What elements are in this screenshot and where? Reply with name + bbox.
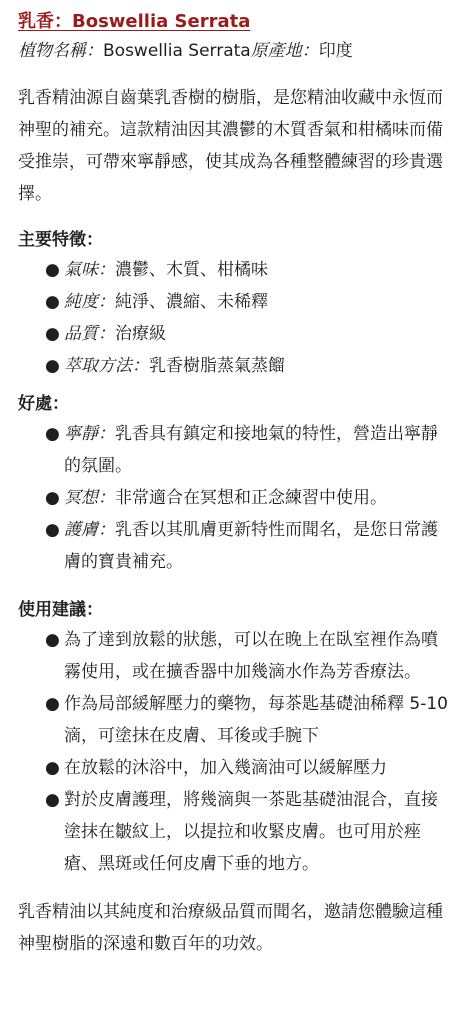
list-item — [18, 752, 453, 784]
feature-text: 治療級 — [115, 324, 166, 344]
list-item — [18, 482, 453, 514]
list-item — [18, 254, 453, 286]
features-list — [18, 254, 453, 382]
feature-label: 品質： — [64, 324, 115, 344]
benefit-text: 乳香具有鎮定和接地氣的特性，營造出寧靜的氛圍。 — [64, 424, 438, 476]
list-item — [18, 624, 453, 688]
benefit-label: 寧靜： — [64, 424, 115, 444]
list-item — [18, 418, 453, 482]
origin-label: 原產地： — [250, 41, 319, 61]
benefit-text: 非常適合在冥想和正念練習中使用。 — [115, 488, 387, 508]
origin-value: 印度 — [318, 41, 353, 61]
list-item — [18, 318, 453, 350]
benefit-label: 冥想： — [64, 488, 115, 508]
usage-heading: 使用建議： — [18, 600, 103, 620]
plant-name-value: Boswellia Serrata — [103, 41, 251, 61]
bullet-icon: ● — [45, 758, 60, 778]
bullet-icon: ● — [45, 488, 60, 508]
list-item — [18, 514, 453, 578]
closing-paragraph: 乳香精油以其純度和治療級品質而聞名，邀請您體驗這種神聖樹脂的深遠和數百年的功效。 — [18, 902, 443, 954]
bullet-icon: ● — [45, 324, 60, 344]
product-meta — [18, 36, 453, 66]
usage-text: 對於皮膚護理，將幾滴與一茶匙基礎油混合，直接塗抹在皺紋上，以提拉和收緊皮膚。也可用於痤瘡、黑斑或任何皮膚下垂的地方。 — [64, 790, 438, 874]
bullet-icon: ● — [45, 790, 60, 810]
list-item — [18, 350, 453, 382]
feature-text: 純淨、濃縮、未稀釋 — [115, 292, 268, 312]
feature-label: 純度： — [64, 292, 115, 312]
bullet-icon: ● — [45, 630, 60, 650]
list-item — [18, 688, 453, 752]
intro-paragraph: 乳香精油源自齒葉乳香樹的樹脂，是您精油收藏中永恆而神聖的補充。這款精油因其濃鬱的木質香氣和柑橘味而備受推崇，可帶來寧靜感，使其成為各種整體練習的珍貴選擇。 — [18, 88, 443, 204]
bullet-icon: ● — [45, 520, 60, 540]
feature-text: 濃鬱、木質、柑橘味 — [115, 260, 268, 280]
benefit-label: 護膚： — [64, 520, 115, 540]
feature-label: 氣味： — [64, 260, 115, 280]
benefits-heading: 好處： — [18, 394, 69, 414]
list-item — [18, 784, 453, 880]
plant-name-label: 植物名稱： — [18, 41, 103, 61]
feature-label: 萃取方法： — [64, 356, 149, 376]
usage-text: 作為局部緩解壓力的藥物，每茶匙基礎油稀釋 5-10 滴，可塗抹在皮膚、耳後或手腕下 — [64, 694, 448, 746]
bullet-icon: ● — [45, 424, 60, 444]
benefits-list — [18, 418, 453, 578]
product-title: 乳香：Boswellia Serrata — [18, 11, 251, 32]
usage-text: 在放鬆的沐浴中，加入幾滴油可以緩解壓力 — [64, 758, 387, 778]
bullet-icon: ● — [45, 356, 60, 376]
usage-list — [18, 624, 453, 880]
list-item — [18, 286, 453, 318]
usage-text: 為了達到放鬆的狀態，可以在晚上在臥室裡作為噴霧使用，或在擴香器中加幾滴水作為芳香療法。 — [64, 630, 438, 682]
features-heading: 主要特徵： — [18, 230, 103, 250]
feature-text: 乳香樹脂蒸氣蒸餾 — [149, 356, 285, 376]
bullet-icon: ● — [45, 292, 60, 312]
bullet-icon: ● — [45, 694, 60, 714]
benefit-text: 乳香以其肌膚更新特性而聞名，是您日常護膚的寶貴補充。 — [64, 520, 438, 572]
bullet-icon: ● — [45, 260, 60, 280]
